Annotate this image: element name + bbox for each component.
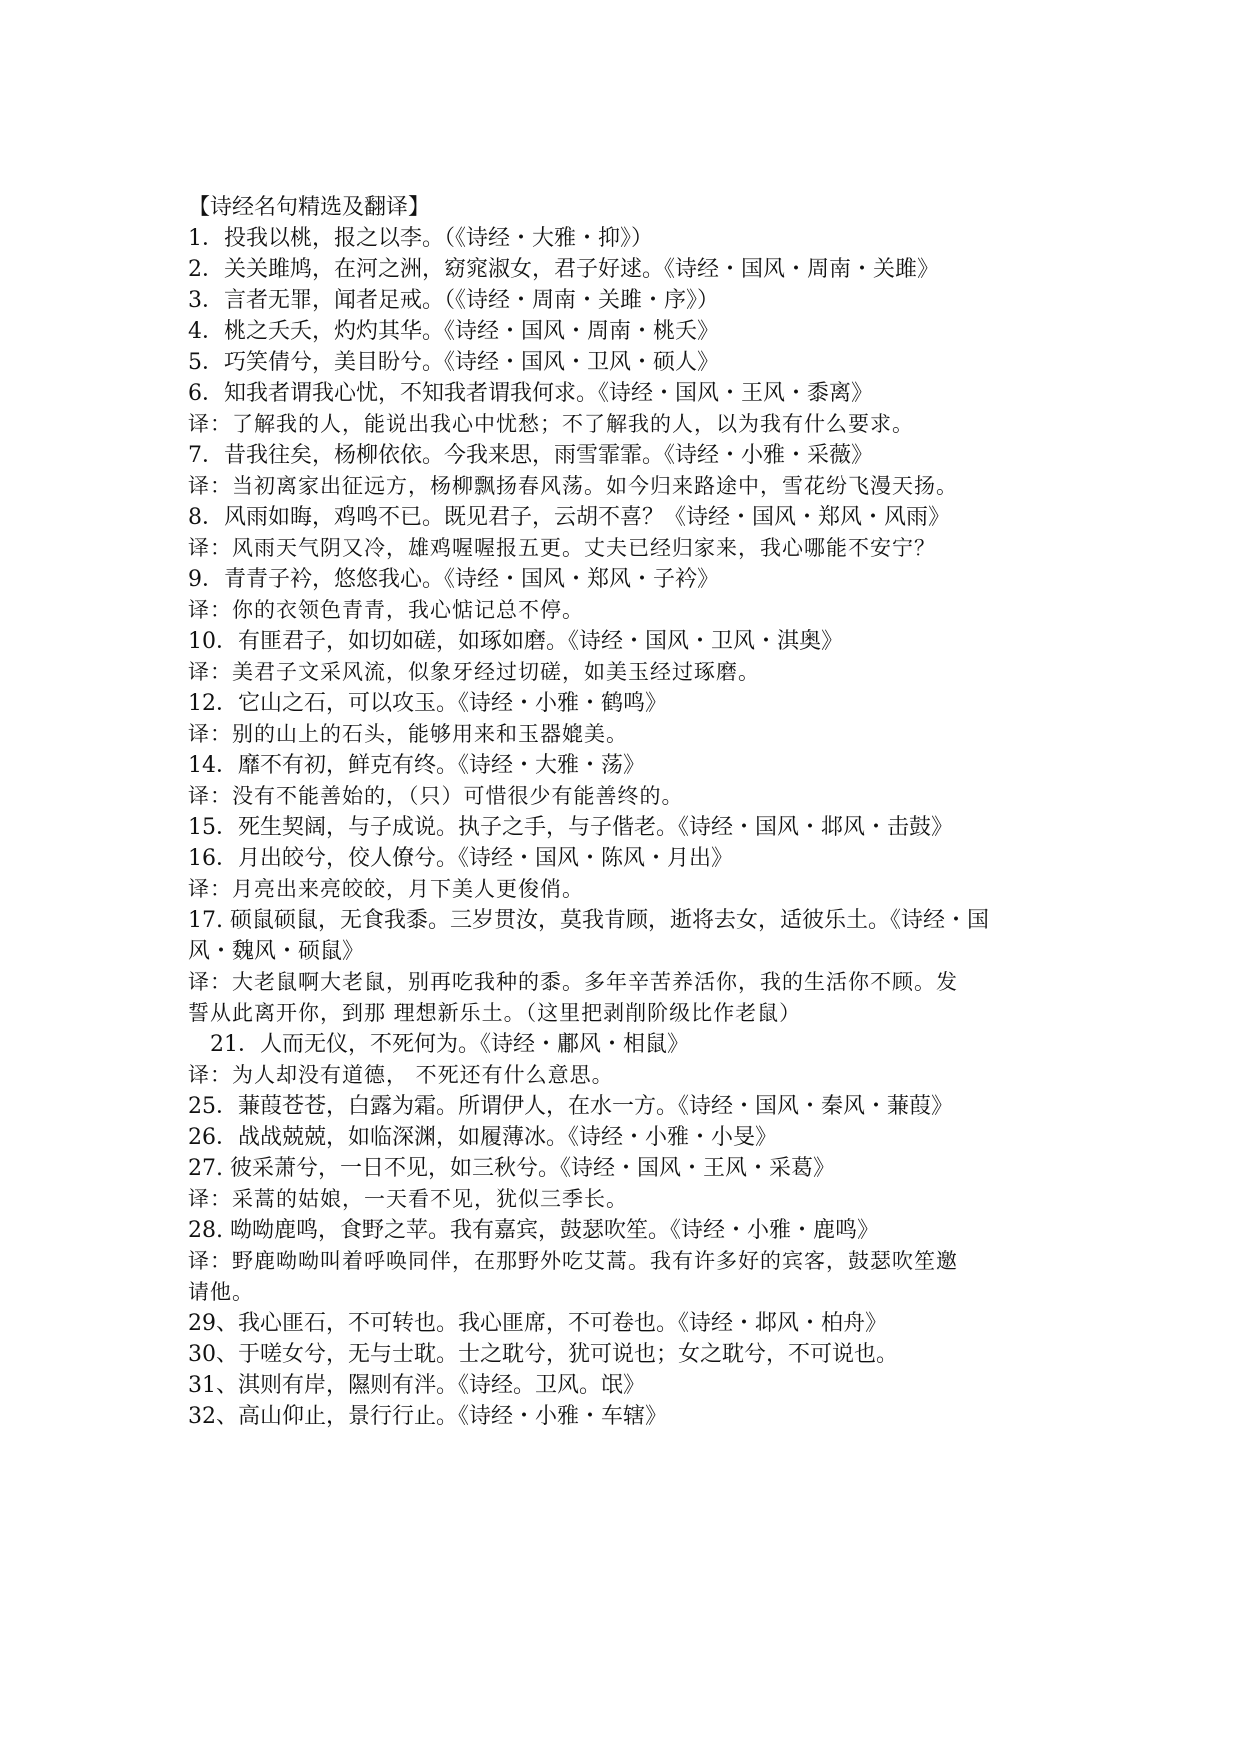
verse-line: 17. 硕鼠硕鼠，无食我黍。三岁贯汝，莫我肯顾，逝将去女，适彼乐土。《诗经・国 bbox=[188, 908, 989, 933]
verse-line: 27. 彼采萧兮，一日不见，如三秋兮。《诗经・国风・王风・采葛》 bbox=[188, 1156, 835, 1181]
verse-line: 7．昔我往矣，杨柳依依。今我来思，雨雪霏霏。《诗经・小雅・采薇》 bbox=[188, 443, 873, 468]
verse-line: 8．风雨如晦，鸡鸣不已。既见君子，云胡不喜？《诗经・国风・郑风・风雨》 bbox=[188, 505, 950, 530]
translation-line: 译：风雨天气阴又冷，雄鸡喔喔报五更。丈夫已经归家来，我心哪能不安宁？ bbox=[188, 536, 936, 560]
translation-line: 译：为人却没有道德， 不死还有什么意思。 bbox=[188, 1063, 614, 1087]
document-body bbox=[188, 192, 1068, 1432]
verse-line-continued: 风・魏风・硕鼠》 bbox=[188, 939, 365, 964]
verse-line: 2．关关雎鸠，在河之洲，窈窕淑女，君子好逑。《诗经・国风・周南・关雎》 bbox=[188, 257, 939, 282]
translation-line: 译：了解我的人，能说出我心中忧愁；不了解我的人，以为我有什么要求。 bbox=[188, 412, 914, 436]
translation-line: 译：大老鼠啊大老鼠，别再吃我种的黍。多年辛苦养活你，我的生活你不顾。发 bbox=[188, 970, 958, 994]
translation-line: 译：美君子文采风流，似象牙经过切磋，如美玉经过琢磨。 bbox=[188, 660, 760, 684]
document-title: 【诗经名句精选及翻译】 bbox=[188, 195, 431, 220]
translation-line: 译：别的山上的石头，能够用来和玉器媲美。 bbox=[188, 722, 628, 746]
verse-line: 25．蒹葭苍苍，白露为霜。所谓伊人，在水一方。《诗经・国风・秦风・蒹葭》 bbox=[188, 1094, 953, 1119]
verse-line: 26．战战兢兢，如临深渊，如履薄冰。《诗经・小雅・小旻》 bbox=[188, 1125, 777, 1150]
translation-line: 译：月亮出来亮皎皎，月下美人更俊俏。 bbox=[188, 877, 584, 901]
translation-line: 译：你的衣领色青青，我心惦记总不停。 bbox=[188, 598, 584, 622]
verse-line: 31、淇则有岸，隰则有泮。《诗经。卫风。氓》 bbox=[188, 1373, 645, 1398]
verse-line: 5．巧笑倩兮，美目盼兮。《诗经・国风・卫风・硕人》 bbox=[188, 350, 719, 375]
verse-line: 21．人而无仪，不死何为。《诗经・鄘风・相鼠》 bbox=[210, 1032, 689, 1057]
translation-line-continued: 请他。 bbox=[188, 1280, 254, 1304]
verse-line: 14．靡不有初，鲜克有终。《诗经・大雅・荡》 bbox=[188, 753, 645, 778]
verse-line: 12．它山之石，可以攻玉。《诗经・小雅・鹤鸣》 bbox=[188, 691, 667, 716]
translation-line: 译：没有不能善始的，（只）可惜很少有能善终的。 bbox=[188, 784, 684, 808]
translation-line-continued: 誓从此离开你，到那 理想新乐土。（这里把剥削阶级比作老鼠） bbox=[188, 1001, 802, 1025]
translation-line: 译：采蒿的姑娘，一天看不见，犹似三季长。 bbox=[188, 1187, 628, 1211]
verse-line: 16．月出皎兮，佼人僚兮。《诗经・国风・陈风・月出》 bbox=[188, 846, 733, 871]
verse-line: 3．言者无罪，闻者足戒。（《诗经・周南・关雎・序》） bbox=[188, 288, 719, 313]
translation-line: 译：当初离家出征远方，杨柳飘扬春风荡。如今归来路途中，雪花纷飞漫天扬。 bbox=[188, 474, 958, 498]
verse-line: 15．死生契阔，与子成说。执子之手，与子偕老。《诗经・国风・邶风・击鼓》 bbox=[188, 815, 953, 840]
verse-line: 9．青青子衿，悠悠我心。《诗经・国风・郑风・子衿》 bbox=[188, 567, 719, 592]
verse-line: 30、于嗟女兮，无与士耽。士之耽兮，犹可说也；女之耽兮，不可说也。 bbox=[188, 1342, 898, 1367]
verse-line: 29、我心匪石，不可转也。我心匪席，不可卷也。《诗经・邶风・柏舟》 bbox=[188, 1311, 887, 1336]
verse-line: 6．知我者谓我心忧，不知我者谓我何求。《诗经・国风・王风・黍离》 bbox=[188, 381, 873, 406]
verse-line: 10．有匪君子，如切如磋，如琢如磨。《诗经・国风・卫风・淇奥》 bbox=[188, 629, 843, 654]
verse-line: 32、高山仰止，景行行止。《诗经・小雅・车辖》 bbox=[188, 1404, 667, 1429]
verse-line: 1．投我以桃，报之以李。（《诗经・大雅・抑》） bbox=[188, 226, 653, 251]
verse-line: 4．桃之夭夭，灼灼其华。《诗经・国风・周南・桃夭》 bbox=[188, 319, 719, 344]
verse-line: 28. 呦呦鹿鸣，食野之苹。我有嘉宾，鼓瑟吹笙。《诗经・小雅・鹿鸣》 bbox=[188, 1218, 879, 1243]
translation-line: 译：野鹿呦呦叫着呼唤同伴，在那野外吃艾蒿。我有许多好的宾客，鼓瑟吹笙邀 bbox=[188, 1249, 958, 1273]
